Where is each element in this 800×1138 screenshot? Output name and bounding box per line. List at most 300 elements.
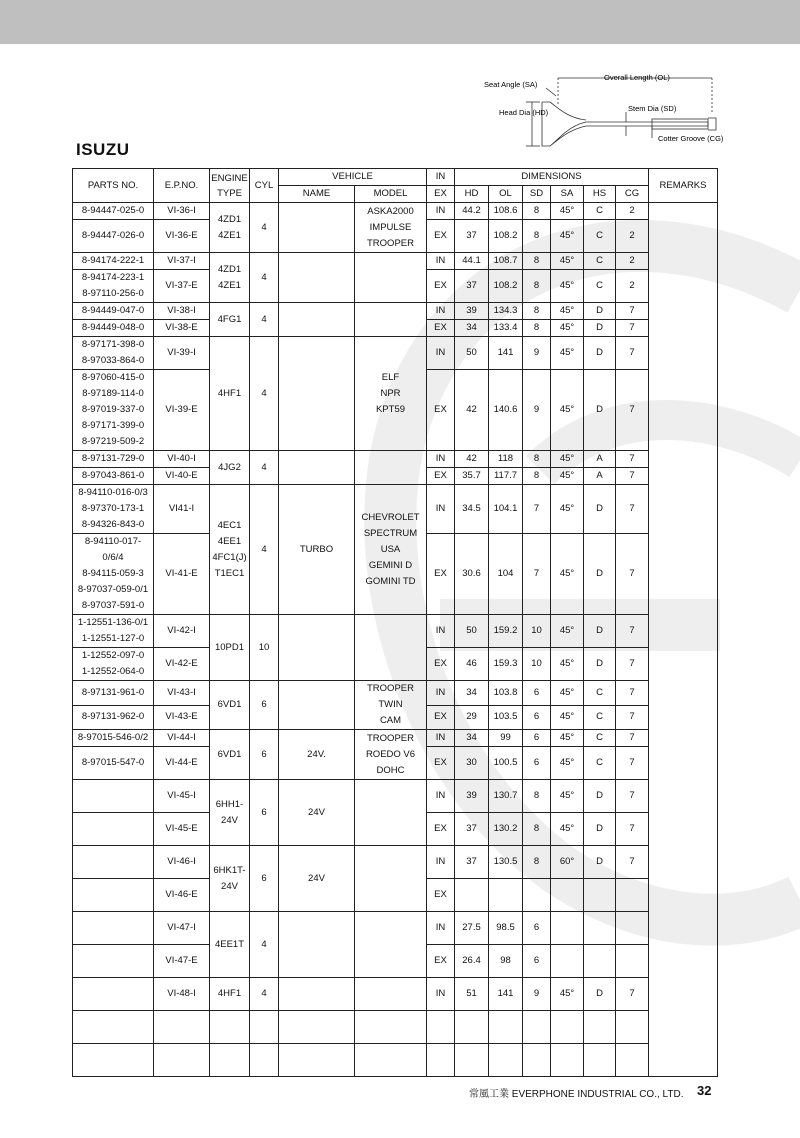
sd-cell: 8 xyxy=(523,451,551,468)
ol-cell: 140.6 xyxy=(489,370,523,451)
table-row xyxy=(73,337,718,370)
cyl-cell: 4 xyxy=(250,303,279,337)
vehicle-name-cell xyxy=(279,451,355,485)
in-ex-cell: EX xyxy=(427,945,455,978)
in-ex-cell: IN xyxy=(427,303,455,320)
cg-cell xyxy=(616,1011,649,1044)
ol-cell: 159.3 xyxy=(489,648,523,681)
in-ex-cell: EX xyxy=(427,648,455,681)
epno-cell: VI-37-E xyxy=(154,270,210,303)
sa-cell: 60° xyxy=(551,846,584,879)
cyl-cell: 4 xyxy=(250,337,279,451)
header-sa: SA xyxy=(551,186,584,203)
parts-cell: 8-94174-223-1 8-97110-256-0 xyxy=(73,270,154,303)
vehicle-name-cell xyxy=(279,912,355,978)
sd-cell: 6 xyxy=(523,912,551,945)
ol-cell: 118 xyxy=(489,451,523,468)
vehicle-model-cell xyxy=(355,846,427,912)
cyl-cell xyxy=(250,1011,279,1044)
sa-cell: 45° xyxy=(551,978,584,1011)
sd-cell: 8 xyxy=(523,220,551,253)
vehicle-model-cell xyxy=(355,615,427,681)
diagram-head-dia-label: Head Dia (HD) xyxy=(499,108,549,117)
valve-spec-table xyxy=(72,168,718,1077)
ol-cell: 108.7 xyxy=(489,253,523,270)
in-ex-cell: IN xyxy=(427,253,455,270)
hd-cell: 39 xyxy=(455,780,489,813)
vehicle-name-cell xyxy=(279,303,355,337)
engine-type-cell: 4HF1 xyxy=(210,337,250,451)
hd-cell: 46 xyxy=(455,648,489,681)
table-row xyxy=(73,303,718,320)
sa-cell xyxy=(551,1044,584,1077)
cg-cell: 7 xyxy=(616,485,649,534)
hs-cell: C xyxy=(584,705,616,730)
header-name: NAME xyxy=(279,186,355,203)
sa-cell: 45° xyxy=(551,203,584,220)
cg-cell: 7 xyxy=(616,978,649,1011)
parts-cell xyxy=(73,912,154,945)
footer-company: 常風工業 EVERPHONE INDUSTRIAL CO., LTD. xyxy=(469,1089,684,1100)
header-engine-type: ENGINE TYPE xyxy=(210,169,250,203)
vehicle-name-cell xyxy=(279,253,355,303)
ol-cell: 159.2 xyxy=(489,615,523,648)
diagram-cotter-groove-label: Cotter Groove (CG) xyxy=(658,134,724,143)
vehicle-model-cell xyxy=(355,253,427,303)
sd-cell: 8 xyxy=(523,270,551,303)
vehicle-name-cell xyxy=(279,337,355,451)
vehicle-name-cell xyxy=(279,1011,355,1044)
hd-cell: 42 xyxy=(455,370,489,451)
parts-cell: 8-94447-026-0 xyxy=(73,220,154,253)
parts-cell: 1-12551-136-0/1 1-12551-127-0 xyxy=(73,615,154,648)
cg-cell: 7 xyxy=(616,705,649,730)
epno-cell: VI-39-E xyxy=(154,370,210,451)
sd-cell: 6 xyxy=(523,730,551,747)
hs-cell: D xyxy=(584,320,616,337)
cg-cell: 7 xyxy=(616,337,649,370)
hd-cell xyxy=(455,1044,489,1077)
header-parts-no: PARTS NO. xyxy=(73,169,154,203)
engine-type-cell: 6HH1- 24V xyxy=(210,780,250,846)
epno-cell: VI-40-E xyxy=(154,468,210,485)
sa-cell: 45° xyxy=(551,615,584,648)
cyl-cell: 4 xyxy=(250,451,279,485)
cg-cell xyxy=(616,912,649,945)
hs-cell: D xyxy=(584,978,616,1011)
ol-cell: 104.1 xyxy=(489,485,523,534)
sa-cell xyxy=(551,1011,584,1044)
sd-cell: 6 xyxy=(523,945,551,978)
ol-cell: 103.5 xyxy=(489,705,523,730)
hd-cell xyxy=(455,879,489,912)
ol-cell: 130.2 xyxy=(489,813,523,846)
engine-type-cell: 4JG2 xyxy=(210,451,250,485)
vehicle-name-cell xyxy=(279,978,355,1011)
cg-cell: 7 xyxy=(616,468,649,485)
hd-cell: 42 xyxy=(455,451,489,468)
vehicle-model-cell xyxy=(355,1011,427,1044)
table-row xyxy=(73,451,718,468)
hd-cell: 30 xyxy=(455,747,489,780)
hs-cell: C xyxy=(584,220,616,253)
hd-cell: 51 xyxy=(455,978,489,1011)
hs-cell: C xyxy=(584,730,616,747)
engine-type-cell xyxy=(210,1011,250,1044)
header-hd: HD xyxy=(455,186,489,203)
sd-cell: 10 xyxy=(523,615,551,648)
in-ex-cell: EX xyxy=(427,813,455,846)
sd-cell: 9 xyxy=(523,370,551,451)
diagram-stem-dia-label: Stem Dia (SD) xyxy=(628,104,677,113)
vehicle-model-cell xyxy=(355,451,427,485)
table-row xyxy=(73,846,718,879)
parts-cell: 8-97043-861-0 xyxy=(73,468,154,485)
sa-cell: 45° xyxy=(551,485,584,534)
epno-cell: VI-38-I xyxy=(154,303,210,320)
ol-cell: 134.3 xyxy=(489,303,523,320)
table-row xyxy=(73,1011,718,1044)
sd-cell: 8 xyxy=(523,468,551,485)
vehicle-model-cell xyxy=(355,1044,427,1077)
cg-cell: 7 xyxy=(616,320,649,337)
hs-cell: D xyxy=(584,485,616,534)
parts-cell xyxy=(73,813,154,846)
parts-cell xyxy=(73,846,154,879)
table-row xyxy=(73,615,718,648)
in-ex-cell: IN xyxy=(427,780,455,813)
header-epno: E.P.NO. xyxy=(154,169,210,203)
parts-cell: 8-94110-016-0/3 8-97370-173-1 8-94326-843-0 xyxy=(73,485,154,534)
hd-cell: 29 xyxy=(455,705,489,730)
hs-cell: D xyxy=(584,303,616,320)
hd-cell: 34 xyxy=(455,681,489,706)
hs-cell xyxy=(584,945,616,978)
parts-cell: 8-94447-025-0 xyxy=(73,203,154,220)
cyl-cell: 4 xyxy=(250,485,279,615)
parts-cell xyxy=(73,978,154,1011)
vehicle-model-cell xyxy=(355,978,427,1011)
remarks-cell xyxy=(649,203,718,1077)
parts-cell: 8-97171-398-0 8-97033-864-0 xyxy=(73,337,154,370)
cg-cell: 2 xyxy=(616,220,649,253)
hs-cell: D xyxy=(584,846,616,879)
in-ex-cell: EX xyxy=(427,747,455,780)
cg-cell: 2 xyxy=(616,270,649,303)
parts-cell: 8-97131-961-0 xyxy=(73,681,154,706)
epno-cell: VI-45-E xyxy=(154,813,210,846)
hs-cell: D xyxy=(584,648,616,681)
cg-cell: 7 xyxy=(616,648,649,681)
header-cg: CG xyxy=(616,186,649,203)
cyl-cell: 6 xyxy=(250,780,279,846)
hs-cell: D xyxy=(584,534,616,615)
vehicle-name-cell: 24V. xyxy=(279,730,355,780)
epno-cell: VI-46-E xyxy=(154,879,210,912)
engine-type-cell: 4FG1 xyxy=(210,303,250,337)
table-row xyxy=(73,780,718,813)
ol-cell: 99 xyxy=(489,730,523,747)
epno-cell: VI-46-I xyxy=(154,846,210,879)
sd-cell: 8 xyxy=(523,780,551,813)
epno-cell: VI-41-E xyxy=(154,534,210,615)
hs-cell xyxy=(584,879,616,912)
in-ex-cell: EX xyxy=(427,468,455,485)
vehicle-name-cell xyxy=(279,681,355,730)
ol-cell: 130.5 xyxy=(489,846,523,879)
sd-cell: 8 xyxy=(523,320,551,337)
cg-cell xyxy=(616,1044,649,1077)
epno-cell: VI-47-I xyxy=(154,912,210,945)
ol-cell: 117.7 xyxy=(489,468,523,485)
sa-cell: 45° xyxy=(551,451,584,468)
sa-cell: 45° xyxy=(551,370,584,451)
sa-cell: 45° xyxy=(551,780,584,813)
sa-cell: 45° xyxy=(551,705,584,730)
sd-cell xyxy=(523,879,551,912)
vehicle-model-cell xyxy=(355,303,427,337)
hd-cell: 39 xyxy=(455,303,489,320)
ol-cell: 133.4 xyxy=(489,320,523,337)
parts-cell xyxy=(73,879,154,912)
in-ex-cell: IN xyxy=(427,681,455,706)
parts-cell: 8-97060-415-0 8-97189-114-0 8-97019-337-0 8-97171-399-0 8-97219-509-2 xyxy=(73,370,154,451)
diagram-overall-length-label: Overall Length (OL) xyxy=(604,73,670,82)
ol-cell: 141 xyxy=(489,337,523,370)
ol-cell xyxy=(489,1044,523,1077)
cg-cell: 7 xyxy=(616,813,649,846)
cg-cell: 7 xyxy=(616,615,649,648)
hs-cell xyxy=(584,1044,616,1077)
parts-cell: 8-97015-546-0/2 xyxy=(73,730,154,747)
hs-cell: D xyxy=(584,370,616,451)
ol-cell: 108.6 xyxy=(489,203,523,220)
cyl-cell xyxy=(250,1044,279,1077)
hs-cell xyxy=(584,912,616,945)
ol-cell xyxy=(489,879,523,912)
in-ex-cell: EX xyxy=(427,270,455,303)
sa-cell: 45° xyxy=(551,320,584,337)
sd-cell: 8 xyxy=(523,813,551,846)
sa-cell: 45° xyxy=(551,337,584,370)
parts-cell: 8-97131-962-0 xyxy=(73,705,154,730)
vehicle-model-cell: CHEVROLET SPECTRUM USA GEMINI D GOMINI TD xyxy=(355,485,427,615)
hs-cell: D xyxy=(584,337,616,370)
epno-cell: VI-42-I xyxy=(154,615,210,648)
cyl-cell: 6 xyxy=(250,681,279,730)
hd-cell: 34.5 xyxy=(455,485,489,534)
sa-cell xyxy=(551,879,584,912)
epno-cell xyxy=(154,1011,210,1044)
header-remarks: REMARKS xyxy=(649,169,718,203)
ol-cell: 141 xyxy=(489,978,523,1011)
header-cyl: CYL xyxy=(250,169,279,203)
vehicle-model-cell: ELF NPR KPT59 xyxy=(355,337,427,451)
cg-cell: 7 xyxy=(616,451,649,468)
cg-cell xyxy=(616,879,649,912)
parts-cell: 8-97131-729-0 xyxy=(73,451,154,468)
header-model: MODEL xyxy=(355,186,427,203)
sd-cell: 10 xyxy=(523,648,551,681)
hd-cell: 27.5 xyxy=(455,912,489,945)
brand-heading: ISUZU xyxy=(76,140,130,159)
epno-cell: VI-43-E xyxy=(154,705,210,730)
top-banner xyxy=(0,0,800,44)
vehicle-name-cell: 24V xyxy=(279,846,355,912)
epno-cell: VI-44-I xyxy=(154,730,210,747)
cg-cell: 7 xyxy=(616,303,649,320)
ol-cell: 108.2 xyxy=(489,220,523,253)
epno-cell: VI-42-E xyxy=(154,648,210,681)
ol-cell xyxy=(489,1011,523,1044)
sd-cell: 7 xyxy=(523,485,551,534)
ol-cell: 108.2 xyxy=(489,270,523,303)
epno-cell: VI-48-I xyxy=(154,978,210,1011)
in-ex-cell: IN xyxy=(427,978,455,1011)
hd-cell: 44.2 xyxy=(455,203,489,220)
hd-cell: 37 xyxy=(455,846,489,879)
hs-cell: D xyxy=(584,780,616,813)
sa-cell: 45° xyxy=(551,747,584,780)
parts-cell: 8-94174-222-1 xyxy=(73,253,154,270)
header-hs: HS xyxy=(584,186,616,203)
sd-cell xyxy=(523,1044,551,1077)
engine-type-cell: 4HF1 xyxy=(210,978,250,1011)
parts-cell: 1-12552-097-0 1-12552-064-0 xyxy=(73,648,154,681)
epno-cell: VI-44-E xyxy=(154,747,210,780)
epno-cell: VI41-I xyxy=(154,485,210,534)
hs-cell: C xyxy=(584,253,616,270)
sd-cell: 7 xyxy=(523,534,551,615)
in-ex-cell: IN xyxy=(427,451,455,468)
hd-cell: 26.4 xyxy=(455,945,489,978)
cyl-cell: 4 xyxy=(250,253,279,303)
header-vehicle: VEHICLE xyxy=(279,169,427,186)
parts-cell xyxy=(73,945,154,978)
table-row xyxy=(73,912,718,945)
table-row xyxy=(73,203,718,220)
cyl-cell: 4 xyxy=(250,912,279,978)
cg-cell xyxy=(616,945,649,978)
in-ex-cell: IN xyxy=(427,615,455,648)
engine-type-cell: 6HK1T- 24V xyxy=(210,846,250,912)
ol-cell: 103.8 xyxy=(489,681,523,706)
hs-cell: D xyxy=(584,615,616,648)
epno-cell: VI-38-E xyxy=(154,320,210,337)
hs-cell: C xyxy=(584,203,616,220)
parts-cell: 8-94110-017- 0/6/4 8-94115-059-3 8-97037-059-0/1 8-97037-591-0 xyxy=(73,534,154,615)
cg-cell: 7 xyxy=(616,747,649,780)
vehicle-model-cell: ASKA2000 IMPULSE TROOPER xyxy=(355,203,427,253)
diagram-seat-angle-label: Seat Angle (SA) xyxy=(484,80,538,89)
sd-cell: 8 xyxy=(523,203,551,220)
parts-cell xyxy=(73,1011,154,1044)
sd-cell: 8 xyxy=(523,253,551,270)
hd-cell: 34 xyxy=(455,730,489,747)
ol-cell: 98 xyxy=(489,945,523,978)
vehicle-name-cell xyxy=(279,615,355,681)
ol-cell: 104 xyxy=(489,534,523,615)
engine-type-cell: 4ZD1 4ZE1 xyxy=(210,203,250,253)
sd-cell: 8 xyxy=(523,303,551,320)
hd-cell: 30.6 xyxy=(455,534,489,615)
hd-cell xyxy=(455,1011,489,1044)
table-row xyxy=(73,730,718,747)
vehicle-name-cell xyxy=(279,203,355,253)
parts-cell: 8-94449-048-0 xyxy=(73,320,154,337)
hd-cell: 44.1 xyxy=(455,253,489,270)
table-row xyxy=(73,1044,718,1077)
hs-cell: C xyxy=(584,747,616,780)
hd-cell: 35.7 xyxy=(455,468,489,485)
engine-type-cell: 6VD1 xyxy=(210,730,250,780)
vehicle-model-cell xyxy=(355,780,427,846)
cg-cell: 7 xyxy=(616,681,649,706)
parts-cell xyxy=(73,780,154,813)
sd-cell xyxy=(523,1011,551,1044)
valve-diagram xyxy=(476,64,796,156)
epno-cell: VI-45-I xyxy=(154,780,210,813)
hd-cell: 37 xyxy=(455,270,489,303)
hd-cell: 37 xyxy=(455,813,489,846)
in-ex-cell: EX xyxy=(427,705,455,730)
in-ex-cell xyxy=(427,1044,455,1077)
engine-type-cell: 10PD1 xyxy=(210,615,250,681)
sd-cell: 6 xyxy=(523,747,551,780)
in-ex-cell: IN xyxy=(427,203,455,220)
cyl-cell: 4 xyxy=(250,978,279,1011)
epno-cell: VI-36-I xyxy=(154,203,210,220)
hs-cell: C xyxy=(584,681,616,706)
in-ex-cell: IN xyxy=(427,485,455,534)
epno-cell: VI-40-I xyxy=(154,451,210,468)
in-ex-cell: IN xyxy=(427,730,455,747)
parts-cell: 8-97015-547-0 xyxy=(73,747,154,780)
hs-cell xyxy=(584,1011,616,1044)
sa-cell: 45° xyxy=(551,253,584,270)
sa-cell: 45° xyxy=(551,468,584,485)
vehicle-name-cell xyxy=(279,1044,355,1077)
cg-cell: 7 xyxy=(616,846,649,879)
cg-cell: 7 xyxy=(616,780,649,813)
sa-cell: 45° xyxy=(551,648,584,681)
cyl-cell: 10 xyxy=(250,615,279,681)
ol-cell: 98.5 xyxy=(489,912,523,945)
header-sd: SD xyxy=(523,186,551,203)
hs-cell: A xyxy=(584,468,616,485)
cg-cell: 2 xyxy=(616,253,649,270)
hd-cell: 50 xyxy=(455,337,489,370)
epno-cell: VI-39-I xyxy=(154,337,210,370)
engine-type-cell: 4EC1 4EE1 4FC1(J) T1EC1 xyxy=(210,485,250,615)
sa-cell: 45° xyxy=(551,813,584,846)
parts-cell xyxy=(73,1044,154,1077)
cg-cell: 7 xyxy=(616,534,649,615)
table-body xyxy=(73,203,718,1077)
sa-cell: 45° xyxy=(551,730,584,747)
parts-cell: 8-94449-047-0 xyxy=(73,303,154,320)
cg-cell: 7 xyxy=(616,730,649,747)
ol-cell: 130.7 xyxy=(489,780,523,813)
header-ex: EX xyxy=(427,186,455,203)
engine-type-cell: 6VD1 xyxy=(210,681,250,730)
vehicle-name-cell: TURBO xyxy=(279,485,355,615)
in-ex-cell: EX xyxy=(427,370,455,451)
cg-cell: 7 xyxy=(616,370,649,451)
hd-cell: 50 xyxy=(455,615,489,648)
in-ex-cell: EX xyxy=(427,320,455,337)
engine-type-cell: 4ZD1 4ZE1 xyxy=(210,253,250,303)
